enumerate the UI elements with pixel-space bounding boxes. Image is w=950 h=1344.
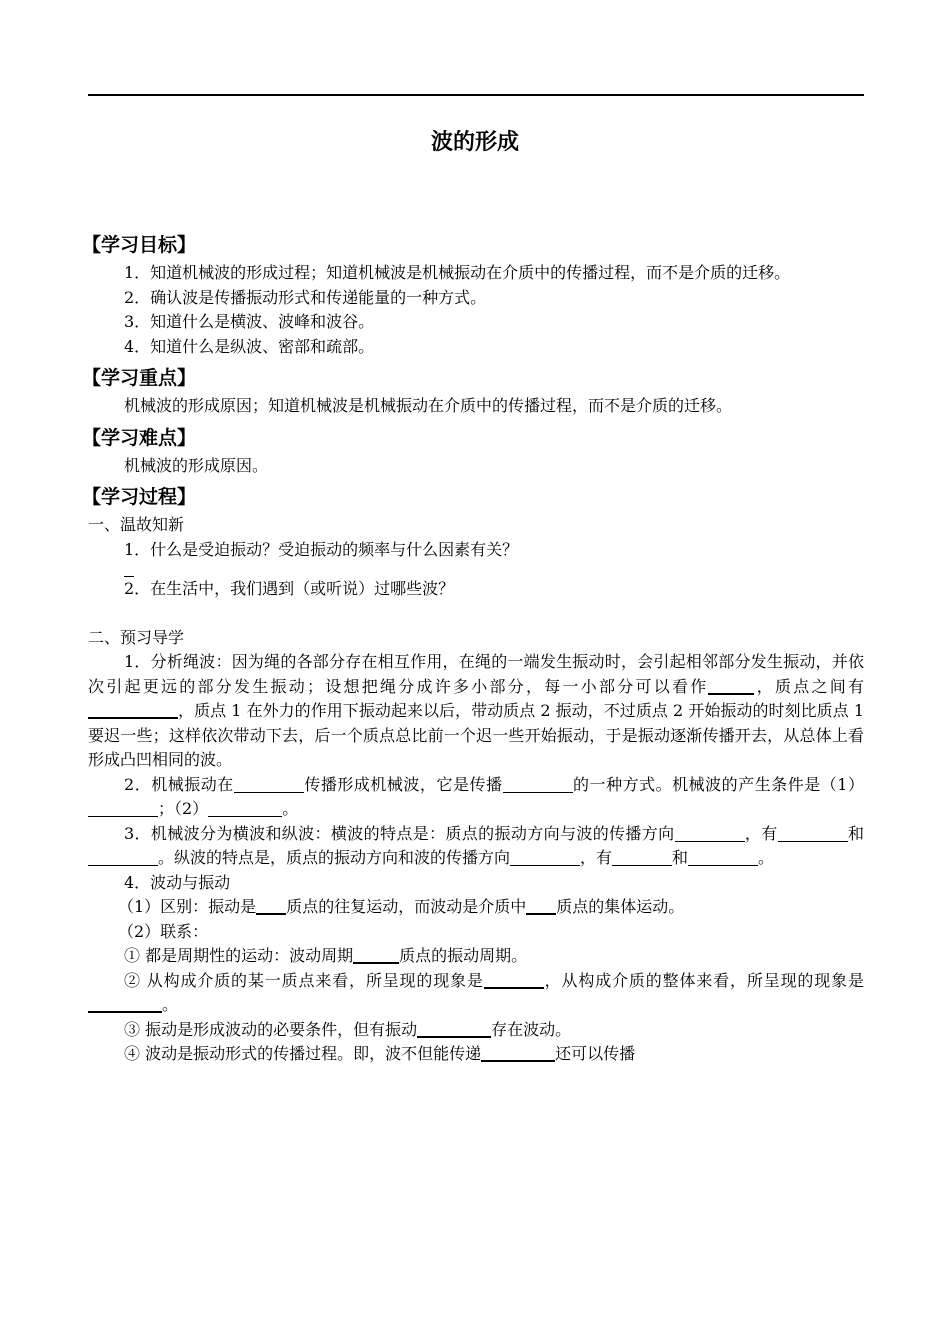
review-question-1: 1．什么是受迫振动？受迫振动的频率与什么因素有关？: [124, 539, 519, 559]
focus-heading: 【学习重点】: [82, 367, 197, 389]
focus-text: 机械波的形成原因；知道机械波是机械振动在介质中的传播过程，而不是介质的迁移。: [124, 396, 733, 415]
fill-blank[interactable]: [256, 896, 286, 915]
fill-blank[interactable]: [208, 799, 282, 817]
preview-paragraph-1: 1．分析绳波：因为绳的各部分存在相互作用，在绳的一端发生振动时，会引起相邻部分发生振动，并依次引起更远的部分发生振动；设想把绳分成许多小部分，每一小部分可以看作 ，质点之间有，质点 1 在外力的作用下振动起来以后，带动质点 2 振动，不过质点 2 开始振动的时刻比质点 1 要迟一些；这样依次带动下去，后一个质点总比前一个迟一些开始振动，于是振动逐渐传播开去，从总体上看形成凸凹相同的波。: [88, 652, 864, 769]
fill-blank[interactable]: [353, 945, 399, 964]
link-item-1: ① 都是周期性的运动：波动周期 质点的振动周期。: [124, 946, 528, 965]
link-item-3: ③ 振动是形成波动的必要条件，但有振动 存在波动。: [124, 1019, 572, 1039]
fill-blank[interactable]: [417, 1019, 491, 1038]
fill-blank[interactable]: [88, 848, 158, 866]
objective-item: 1．知道机械波的形成过程；知道机械波是机械振动在介质中的传播过程，而不是介质的迁移。: [124, 263, 791, 282]
review-question-2: 2．在生活中，我们遇到（或听说）过哪些波？: [124, 579, 455, 598]
process-heading: 【学习过程】: [82, 486, 197, 508]
objectives-heading: 【学习目标】: [82, 234, 197, 256]
fill-blank[interactable]: [503, 775, 573, 793]
fill-blank[interactable]: [88, 799, 158, 817]
fill-blank[interactable]: [688, 848, 758, 866]
link-item-2: ② 从构成介质的某一质点来看，所呈现的现象是 ，从构成介质的整体来看，所呈现的现象是。: [88, 969, 864, 1018]
answer-line: [124, 562, 134, 577]
review-title: 一、温故知新: [88, 515, 185, 534]
fill-blank[interactable]: [510, 848, 580, 866]
document-body: [82, 226, 864, 1067]
preview-title: 二、预习导学: [88, 627, 185, 647]
objective-item: 2．确认波是传播振动形式和传递能量的一种方式。: [124, 287, 487, 307]
fill-blank[interactable]: [484, 970, 544, 989]
link-item-4: ④ 波动是振动形式的传播过程。即，波不但能传递 还可以传播: [124, 1044, 636, 1063]
difficulty-heading: 【学习难点】: [82, 426, 197, 449]
preview-paragraph-3: 3．机械波分为横波和纵波：横波的特点是：质点的振动方向与波的传播方向 ，有 和。纵波的特点是，质点的振动方向和波的传播方向 ，有 和 。: [88, 822, 864, 871]
fill-blank[interactable]: [778, 824, 848, 842]
preview-item-4-title: 4．波动与振动: [124, 872, 231, 892]
difficulty-text: 机械波的形成原因。: [124, 455, 269, 475]
fill-blank[interactable]: [88, 700, 178, 719]
fill-blank[interactable]: [526, 896, 556, 915]
fill-blank[interactable]: [708, 676, 754, 695]
fill-blank[interactable]: [88, 994, 162, 1013]
objective-item: 4．知道什么是纵波、密部和疏部。: [124, 336, 375, 356]
preview-paragraph-2: 2．机械振动在 传播形成机械波，它是传播 的一种方式。机械波的产生条件是（1）；（2） 。: [88, 773, 864, 822]
objective-item: 3．知道什么是横波、波峰和波谷。: [124, 312, 375, 331]
fill-blank[interactable]: [481, 1043, 555, 1062]
fill-blank[interactable]: [234, 775, 304, 793]
fill-blank[interactable]: [675, 824, 745, 842]
link-heading: （2）联系：: [118, 921, 209, 941]
page-title: 波的形成: [430, 130, 519, 155]
fill-blank[interactable]: [612, 848, 672, 866]
difference-line: （1）区别：振动是 质点的往复运动，而波动是介质中 质点的集体运动。: [118, 897, 685, 916]
header-rule: [88, 94, 864, 96]
